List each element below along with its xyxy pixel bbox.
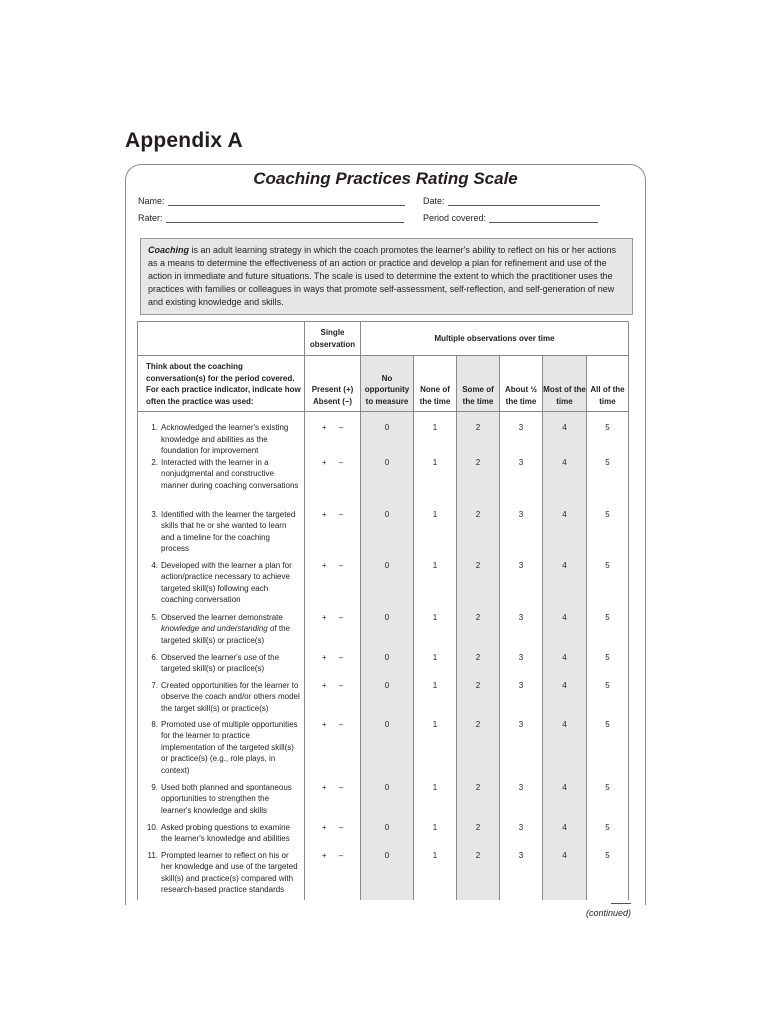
item-number: 11.	[147, 850, 158, 860]
item-number: 10.	[146, 822, 158, 832]
rating-option[interactable]: 5	[587, 850, 629, 900]
rating-option[interactable]: 2	[457, 822, 500, 850]
item-text: Used both planned and spontaneous opportunities to strengthen the learner's knowledge and skills	[161, 782, 292, 815]
rating-option[interactable]: 4	[543, 612, 587, 652]
rating-option[interactable]: 3	[500, 782, 543, 822]
practice-indicator	[138, 822, 305, 850]
item-text: Prompted learner to reflect on his or her knowledge and use of the targeted skill(s) and practice(s) compared with research-based practice standards	[161, 850, 298, 894]
rating-option[interactable]: 5	[587, 822, 629, 850]
scale-column-header: Most of the time	[543, 356, 587, 412]
rating-option[interactable]: 0	[361, 782, 414, 822]
item-number: 3.	[151, 509, 158, 519]
table-row	[138, 822, 629, 850]
present-absent-header: Present (+) Absent (–)	[305, 356, 361, 412]
rating-option[interactable]: 2	[457, 412, 500, 457]
rating-option[interactable]: 4	[543, 719, 587, 782]
rating-option[interactable]: 1	[414, 719, 457, 782]
rating-option[interactable]: 0	[361, 652, 414, 680]
rating-option[interactable]: 3	[500, 719, 543, 782]
item-text: Identified with the learner the targeted skills that he or she wanted to learn and a timeline for the coaching process	[161, 509, 296, 553]
item-number: 9.	[151, 782, 158, 792]
rating-option[interactable]: 5	[587, 612, 629, 652]
appendix-heading: Appendix A	[125, 129, 243, 152]
rating-option[interactable]: 1	[414, 652, 457, 680]
table-row	[138, 680, 629, 719]
item-text: Observed the learner's	[161, 652, 244, 662]
scale-column-header: None of the time	[414, 356, 457, 412]
period-label: Period covered:	[423, 213, 487, 223]
rating-option[interactable]: 0	[361, 412, 414, 457]
period-line[interactable]	[489, 222, 598, 223]
rating-option[interactable]: 3	[500, 652, 543, 680]
rating-option[interactable]: 0	[361, 850, 414, 900]
practice-indicator	[138, 560, 305, 612]
item-text: Observed the learner demonstrate	[161, 612, 283, 622]
multiple-observations-header: Multiple observations over time	[361, 322, 629, 356]
date-line[interactable]	[448, 205, 600, 206]
rating-option[interactable]: 2	[457, 612, 500, 652]
name-field[interactable]	[138, 196, 405, 206]
present-absent-option[interactable]: + –	[305, 680, 361, 719]
present-absent-option[interactable]: + –	[305, 782, 361, 822]
item-text: Acknowledged the learner's existing knowledge and abilities as the foundation for improvement	[161, 423, 289, 455]
header-blank-cell	[138, 322, 305, 356]
rating-option[interactable]: 4	[543, 822, 587, 850]
item-text: Interacted with the learner in a nonjudgmental and constructive manner during coaching conversations	[161, 457, 299, 490]
present-absent-option[interactable]: + –	[305, 457, 361, 509]
rating-table	[137, 321, 629, 900]
item-text: Asked probing questions to examine the learner's knowledge and abilities	[161, 822, 290, 843]
practice-indicator	[138, 509, 305, 560]
items-body	[138, 412, 629, 900]
rating-option[interactable]: 2	[457, 782, 500, 822]
rating-option[interactable]: 5	[587, 560, 629, 612]
rating-option[interactable]: 4	[543, 850, 587, 900]
rating-option[interactable]: 3	[500, 822, 543, 850]
rating-option[interactable]: 5	[587, 719, 629, 782]
rating-option[interactable]: 4	[543, 560, 587, 612]
rating-option[interactable]: 0	[361, 822, 414, 850]
continued-label: (continued)	[586, 908, 632, 918]
rating-option[interactable]: 0	[361, 719, 414, 782]
rating-option[interactable]: 3	[500, 457, 543, 509]
rating-option[interactable]: 0	[361, 560, 414, 612]
table-row	[138, 412, 629, 457]
rating-option[interactable]: 3	[500, 850, 543, 900]
practice-indicator	[138, 612, 305, 652]
name-line[interactable]	[168, 205, 405, 206]
item-text: of the targeted skill(s) or practice(s)	[161, 624, 290, 645]
rating-option[interactable]: 3	[500, 680, 543, 719]
rating-option[interactable]: 2	[457, 509, 500, 560]
rating-option[interactable]: 5	[587, 680, 629, 719]
scale-column-header: No opportunity to measure	[361, 356, 414, 412]
rating-option[interactable]: 2	[457, 680, 500, 719]
rating-option[interactable]: 4	[543, 412, 587, 457]
rating-option[interactable]: 0	[361, 457, 414, 509]
rating-option[interactable]: 4	[543, 782, 587, 822]
continued-rule	[611, 903, 631, 904]
practice-indicator	[138, 680, 305, 719]
item-text: Created opportunities for the learner to observe the coach and/or others model the target skill(s) or practice(s)	[161, 680, 300, 713]
rating-option[interactable]: 1	[414, 560, 457, 612]
present-absent-option[interactable]: + –	[305, 850, 361, 900]
item-text: Developed with the learner a plan for action/practice necessary to achieve targeted skill(s) following each coaching conversation	[161, 560, 292, 604]
rating-option[interactable]: 3	[500, 560, 543, 612]
table-row	[138, 719, 629, 782]
item-text: knowledge and understanding	[161, 624, 268, 633]
item-text: Promoted use of multiple opportunities for the learner to practice implementation of the targeted skill(s) or practice(s) (e.g., role plays, in context)	[161, 719, 298, 775]
form-title: Coaching Practices Rating Scale	[253, 169, 518, 188]
present-absent-option[interactable]: + –	[305, 509, 361, 560]
item-number: 2.	[151, 457, 158, 467]
item-number: 7.	[151, 680, 158, 690]
rating-option[interactable]: 5	[587, 457, 629, 509]
table-row	[138, 457, 629, 509]
rating-option[interactable]: 2	[457, 560, 500, 612]
rating-option[interactable]: 2	[457, 457, 500, 509]
practice-indicator	[138, 850, 305, 900]
table-row	[138, 612, 629, 652]
rating-option[interactable]: 1	[414, 822, 457, 850]
rating-option[interactable]: 3	[500, 412, 543, 457]
item-number: 8.	[151, 719, 158, 729]
practice-indicator	[138, 412, 305, 457]
rater-field[interactable]	[138, 213, 404, 223]
rating-option[interactable]: 1	[414, 782, 457, 822]
rating-option[interactable]: 5	[587, 509, 629, 560]
table-row	[138, 782, 629, 822]
date-field[interactable]	[423, 196, 600, 206]
definition-text: is an adult learning strategy in which the coach promotes the learner's ability to reflect on his or her actions as a means to determine the effectiveness of an action or practice and develop a plan for refinement and use of the action in immediate and future situations. The scale is used to determine the extent to which the practitioner uses the practices with families or colleagues in ways that promote self-assessment, self-reflection, and self-generation of new and existing knowledge and skills.	[148, 245, 616, 307]
rating-option[interactable]: 1	[414, 612, 457, 652]
rating-option[interactable]: 4	[543, 680, 587, 719]
rating-option[interactable]: 3	[500, 612, 543, 652]
item-number: 1.	[151, 423, 158, 432]
table-row	[138, 560, 629, 612]
practice-indicator	[138, 457, 305, 509]
rating-option[interactable]: 5	[587, 412, 629, 457]
present-absent-option[interactable]: + –	[305, 652, 361, 680]
table-row	[138, 509, 629, 560]
rating-option[interactable]: 1	[414, 457, 457, 509]
rating-option[interactable]: 0	[361, 509, 414, 560]
item-number: 4.	[151, 560, 158, 570]
rating-option[interactable]: 1	[414, 412, 457, 457]
rating-option[interactable]: 2	[457, 850, 500, 900]
table-row	[138, 652, 629, 680]
rating-option[interactable]: 1	[414, 850, 457, 900]
instruction-header: Think about the coaching conversation(s) for the period covered. For each practice indicator, indicate how often the practice was used:	[138, 356, 305, 412]
item-text: use	[243, 652, 257, 662]
scale-column-header: About ½ the time	[500, 356, 543, 412]
rating-option[interactable]: 0	[361, 612, 414, 652]
item-number: 5.	[151, 612, 158, 622]
item-text: of the targeted skill(s) or practice(s)	[161, 652, 280, 673]
present-absent-option[interactable]: + –	[305, 719, 361, 782]
date-label: Date:	[423, 196, 445, 206]
rating-option[interactable]: 3	[500, 509, 543, 560]
practice-indicator	[138, 782, 305, 822]
rating-option[interactable]: 2	[457, 719, 500, 782]
rating-option[interactable]: 4	[543, 509, 587, 560]
present-absent-option[interactable]: + –	[305, 612, 361, 652]
single-observation-header: Single observation	[305, 322, 361, 356]
scale-column-header: All of the time	[587, 356, 629, 412]
rater-line[interactable]	[166, 222, 404, 223]
name-label: Name:	[138, 196, 165, 206]
rating-option[interactable]: 5	[587, 782, 629, 822]
definition-term: Coaching	[148, 245, 190, 255]
rating-option[interactable]: 5	[587, 652, 629, 680]
rating-option[interactable]: 1	[414, 509, 457, 560]
period-field[interactable]	[423, 213, 598, 223]
present-absent-option[interactable]: + –	[305, 560, 361, 612]
rating-option[interactable]: 4	[543, 652, 587, 680]
coaching-definition-box	[140, 238, 633, 315]
rater-label: Rater:	[138, 213, 163, 223]
present-absent-option[interactable]: + –	[305, 412, 361, 457]
table-row	[138, 850, 629, 900]
practice-indicator	[138, 719, 305, 782]
item-number: 6.	[151, 652, 158, 662]
rating-option[interactable]: 1	[414, 680, 457, 719]
rating-option[interactable]: 0	[361, 680, 414, 719]
practice-indicator	[138, 652, 305, 680]
scale-column-header: Some of the time	[457, 356, 500, 412]
rating-option[interactable]: 4	[543, 457, 587, 509]
rating-option[interactable]: 2	[457, 652, 500, 680]
present-absent-option[interactable]: + –	[305, 822, 361, 850]
